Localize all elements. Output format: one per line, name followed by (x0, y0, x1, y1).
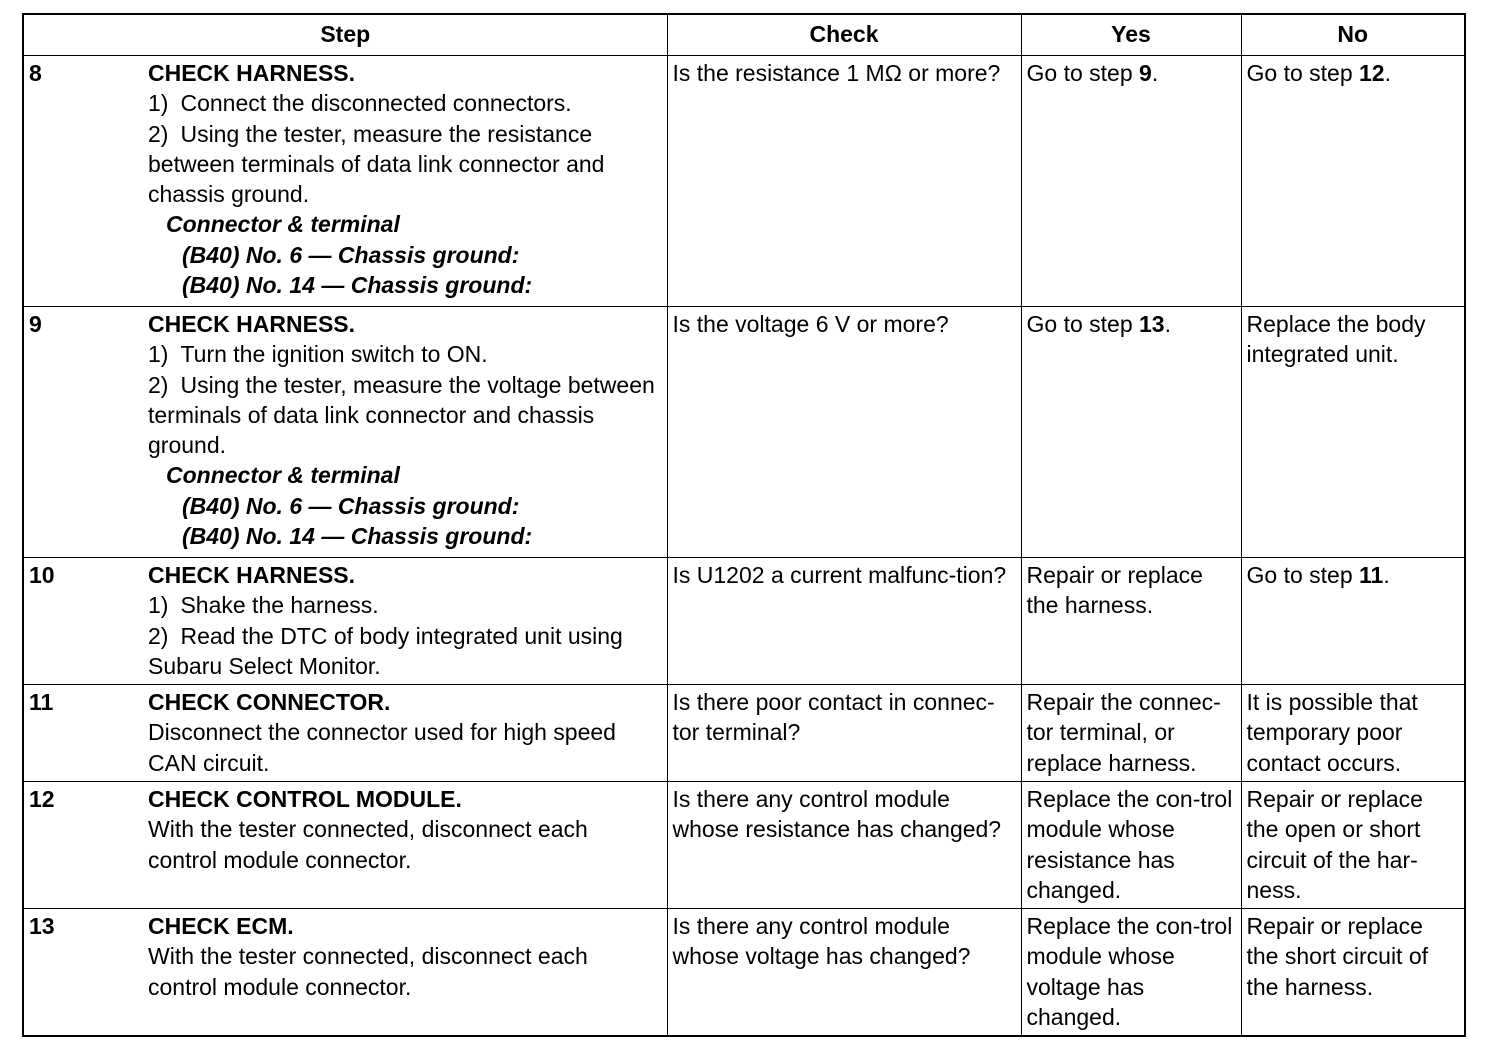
table-header-row (23, 14, 1465, 56)
yes-cell: Go to step 13. (1021, 307, 1241, 558)
instruction-line: 1) Connect the disconnected connectors. (148, 90, 572, 117)
connector-subheading: Connector & terminal (166, 462, 400, 489)
no-cell: Go to step 11. (1241, 558, 1465, 685)
step-reference: 12 (1359, 60, 1385, 86)
step-number: 12 (29, 786, 55, 812)
check-cell: Is there poor contact in connec-tor terminal? (667, 685, 1021, 782)
instruction-text: With the tester connected, disconnect each control module connector. (148, 816, 588, 873)
instruction-text: With the tester connected, disconnect each control module connector. (148, 943, 588, 1000)
step-number: 8 (29, 60, 42, 86)
instruction-line: 1) Turn the ignition switch to ON. (148, 341, 488, 368)
header-yes: Yes (1021, 14, 1241, 56)
check-cell: Is there any control module whose resistance has changed? (667, 782, 1021, 909)
terminal-spec: (B40) No. 6 — Chassis ground: (182, 241, 520, 268)
step-number: 13 (29, 913, 55, 939)
table-row (23, 909, 1465, 1037)
table-row (23, 685, 1465, 782)
step-reference: 13 (1139, 311, 1165, 337)
instruction-line: 2) Using the tester, measure the voltage between terminals of data link connector and chassis ground. (148, 371, 655, 459)
no-cell: Repair or replace the short circuit of the harness. (1241, 909, 1465, 1037)
instruction-line: 2) Using the tester, measure the resistance between terminals of data link connector and chassis ground. (148, 120, 605, 208)
step-title: CHECK HARNESS. (148, 60, 356, 86)
step-cell (23, 909, 667, 1037)
step-cell (23, 782, 667, 909)
yes-cell: Repair or replace the harness. (1021, 558, 1241, 685)
yes-cell: Replace the con-trol module whose resistance has changed. (1021, 782, 1241, 909)
step-title: CHECK ECM. (148, 913, 294, 939)
check-cell: Is U1202 a current malfunc-tion? (667, 558, 1021, 685)
yes-cell: Replace the con-trol module whose voltage has changed. (1021, 909, 1241, 1037)
check-cell: Is the resistance 1 MΩ or more? (667, 56, 1021, 307)
yes-cell: Go to step 9. (1021, 56, 1241, 307)
table-row (23, 558, 1465, 685)
table-row (23, 782, 1465, 909)
check-cell: Is the voltage 6 V or more? (667, 307, 1021, 558)
step-number: 9 (29, 311, 42, 337)
step-cell (23, 56, 667, 307)
no-cell: It is possible that temporary poor contact occurs. (1241, 685, 1465, 782)
step-title: CHECK HARNESS. (148, 311, 356, 337)
diagnostic-procedure (22, 13, 1466, 1037)
step-cell (23, 558, 667, 685)
check-cell: Is there any control module whose voltage has changed? (667, 909, 1021, 1037)
header-check: Check (667, 14, 1021, 56)
step-number: 10 (29, 562, 55, 588)
step-title: CHECK CONNECTOR. (148, 689, 391, 715)
yes-cell: Repair the connec-tor terminal, or replace harness. (1021, 685, 1241, 782)
diagnostic-table (22, 13, 1466, 1037)
terminal-spec: (B40) No. 14 — Chassis ground: (182, 272, 533, 299)
step-cell (23, 685, 667, 782)
table-row (23, 307, 1465, 558)
no-cell: Replace the body integrated unit. (1241, 307, 1465, 558)
step-title: CHECK CONTROL MODULE. (148, 786, 462, 812)
step-reference: 11 (1359, 562, 1384, 588)
no-cell: Go to step 12. (1241, 56, 1465, 307)
header-no: No (1241, 14, 1465, 56)
step-cell (23, 307, 667, 558)
step-reference: 9 (1139, 60, 1152, 86)
step-number: 11 (29, 689, 54, 715)
instruction-text: Disconnect the connector used for high speed CAN circuit. (148, 719, 616, 776)
no-cell: Repair or replace the open or short circuit of the har-ness. (1241, 782, 1465, 909)
header-step: Step (23, 14, 667, 56)
terminal-spec: (B40) No. 6 — Chassis ground: (182, 492, 520, 519)
terminal-spec: (B40) No. 14 — Chassis ground: (182, 523, 533, 550)
instruction-line: 1) Shake the harness. (148, 592, 379, 619)
connector-subheading: Connector & terminal (166, 211, 400, 238)
instruction-line: 2) Read the DTC of body integrated unit using Subaru Select Monitor. (148, 622, 623, 679)
table-row (23, 56, 1465, 307)
step-title: CHECK HARNESS. (148, 562, 356, 588)
